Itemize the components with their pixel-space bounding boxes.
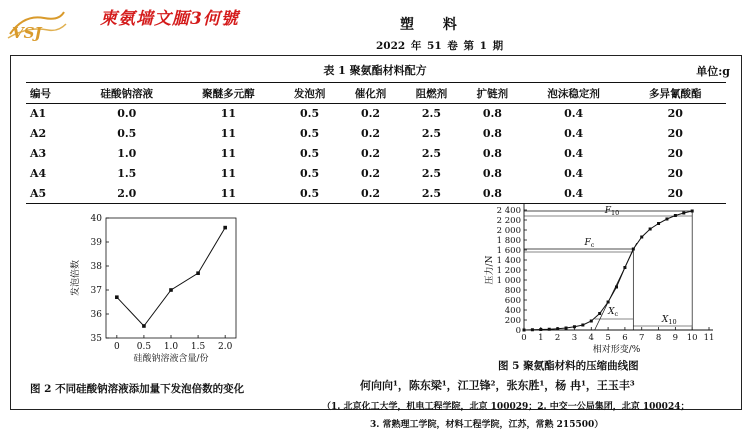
table-cell: 2.5 xyxy=(421,147,442,160)
journal-logo xyxy=(4,4,68,44)
x-tick-label: 6 xyxy=(622,333,628,343)
data-point xyxy=(142,324,146,328)
y-tick-label: 39 xyxy=(90,238,102,248)
table-cell: 0.5 xyxy=(300,127,320,140)
table-cell: A5 xyxy=(26,184,76,204)
table-cell: 2.0 xyxy=(76,184,178,204)
fig5-caption: 图 5 聚氨酯材料的压缩曲线图 xyxy=(498,360,639,372)
data-point xyxy=(674,214,677,217)
data-point xyxy=(573,325,576,328)
x-tick-label: 2 xyxy=(554,333,561,343)
f10-label-main: F xyxy=(604,206,611,216)
table-body xyxy=(26,104,726,204)
xc-label-main: X xyxy=(608,307,615,317)
f10-label-sub: 10 xyxy=(610,209,620,217)
y-axis-label: 发泡倍数 xyxy=(71,259,81,297)
data-point xyxy=(565,327,568,330)
x10-label-sub: 10 xyxy=(668,318,677,326)
plot-frame xyxy=(106,218,236,338)
table-unit: 单位:g xyxy=(696,65,730,78)
table-cell: 0.4 xyxy=(564,147,584,160)
svg-text:VSJ: VSJ xyxy=(12,24,42,42)
table-cell: 0.2 xyxy=(360,147,381,160)
table-row xyxy=(26,124,726,144)
series-line xyxy=(117,228,225,326)
table-cell: 0.4 xyxy=(564,167,584,180)
data-point xyxy=(531,328,534,331)
issue-line: 2022 年 51 卷 第 1 期 xyxy=(376,40,504,52)
y-tick-label: 200 xyxy=(504,316,521,326)
x-tick-label: 3 xyxy=(571,333,578,343)
data-point xyxy=(682,212,685,215)
affiliation-line-2: 3. 常熟理工学院，材料工程学院，江苏，常熟 215500） xyxy=(370,420,604,430)
table-header-cell: 催化剂 xyxy=(340,83,401,104)
data-point xyxy=(691,210,694,213)
table-header-cell: 泡沫稳定剂 xyxy=(523,83,625,104)
x-tick-label: 4 xyxy=(588,333,594,343)
y-tick-label: 1 800 xyxy=(496,236,521,246)
data-point xyxy=(632,248,635,251)
x-tick-label: 5 xyxy=(605,333,611,343)
data-point xyxy=(548,328,551,331)
table-cell: 2.5 xyxy=(421,167,442,180)
table-cell: 20 xyxy=(624,184,726,204)
data-point xyxy=(115,295,119,299)
table-cell: 0.4 xyxy=(564,127,584,140)
data-point xyxy=(523,329,526,332)
x-tick-label: 11 xyxy=(703,333,715,343)
y-tick-label: 600 xyxy=(504,296,521,306)
data-point xyxy=(649,228,652,231)
data-point xyxy=(615,286,618,289)
x-axis-label: 相对形变/% xyxy=(592,345,641,355)
data-point xyxy=(665,218,668,221)
table-header-cell: 聚醚多元醇 xyxy=(178,83,280,104)
table-row xyxy=(26,144,726,164)
y-tick-label: 0 xyxy=(515,326,521,336)
x-tick-label: 9 xyxy=(672,333,679,343)
table-cell: A1 xyxy=(30,107,47,121)
formula-table xyxy=(26,82,726,204)
x-tick-label: 0 xyxy=(521,333,527,343)
table-title: 表 1 聚氨酯材料配方 xyxy=(323,64,427,77)
table-cell: 0.8 xyxy=(482,167,502,180)
data-point xyxy=(169,288,173,292)
x-tick-label: 2.0 xyxy=(218,342,233,352)
table-cell: A4 xyxy=(30,167,47,180)
x-tick-label: 10 xyxy=(686,333,698,343)
y-tick-label: 2 000 xyxy=(496,226,521,236)
table-cell: 2.5 xyxy=(421,127,442,140)
y-tick-label: 40 xyxy=(90,214,102,224)
table-cell: 20 xyxy=(667,167,683,180)
x-tick-label: 1.0 xyxy=(163,342,179,352)
table-cell: 0.5 xyxy=(117,127,137,140)
y-tick-label: 36 xyxy=(90,310,102,320)
table-cell: 11 xyxy=(178,184,280,204)
x-tick-label: 1.5 xyxy=(190,342,206,352)
table-header-cell: 扩链剂 xyxy=(462,83,523,104)
y-tick-label: 1 200 xyxy=(496,266,521,276)
author-line: 何向向¹，陈东梁¹，江卫锋²，张东胜¹，杨 冉¹，王玉丰³ xyxy=(360,379,635,392)
table-header-row xyxy=(26,83,726,104)
table-cell: 0.2 xyxy=(340,184,401,204)
table-cell: 2.5 xyxy=(421,107,442,121)
table-header-cell: 多异氰酸酯 xyxy=(624,83,726,104)
y-tick-label: 800 xyxy=(504,286,521,296)
y-tick-label: 38 xyxy=(90,262,102,272)
x-tick-label: 7 xyxy=(639,333,645,343)
y-tick-label: 1 400 xyxy=(496,256,521,266)
fc-label xyxy=(584,238,595,249)
x-tick-label: 0.5 xyxy=(136,342,152,352)
data-point xyxy=(623,266,626,269)
y-tick-label: 1 000 xyxy=(496,276,521,286)
y-tick-label: 400 xyxy=(504,306,521,316)
table-header-cell: 发泡剂 xyxy=(279,83,340,104)
table-row xyxy=(26,164,726,184)
table-cell: 0.8 xyxy=(482,127,502,140)
x-tick-label: 0 xyxy=(113,342,120,352)
affiliation-line-1: （1. 北京化工大学，机电工程学院，北京 100029；2. 中交一公局集团，北京 100024； xyxy=(322,402,690,412)
data-point xyxy=(223,226,227,230)
table-cell: 20 xyxy=(667,107,683,121)
x10-label-main: X xyxy=(661,315,669,325)
table-cell: 0.0 xyxy=(117,107,137,121)
table-header-cell: 阻燃剂 xyxy=(401,83,462,104)
table-cell: 0.4 xyxy=(523,184,625,204)
data-point xyxy=(196,271,200,275)
x10-label xyxy=(661,315,677,326)
table-cell: 11 xyxy=(220,147,236,160)
xc-label-sub: c xyxy=(614,310,619,318)
fc-label-main: F xyxy=(584,238,591,248)
table-cell: 0.8 xyxy=(482,107,502,121)
table-cell: 0.5 xyxy=(300,107,320,121)
fig2-caption: 图 2 不同硅酸钠溶液添加量下发泡倍数的变化 xyxy=(30,383,245,395)
y-tick-label: 37 xyxy=(90,286,102,296)
table-cell: 11 xyxy=(220,167,236,180)
table-header-cell: 编号 xyxy=(26,83,76,104)
data-point xyxy=(556,327,559,330)
table-cell: 11 xyxy=(220,127,236,140)
f10-label xyxy=(604,206,620,217)
x-axis-label: 硅酸钠溶液含量/份 xyxy=(133,354,209,364)
data-point xyxy=(539,328,542,331)
table-cell: 11 xyxy=(220,107,236,121)
data-point xyxy=(607,301,610,304)
data-point xyxy=(590,320,593,323)
table-cell: 1.0 xyxy=(117,147,137,160)
x-tick-label: 1 xyxy=(538,333,544,343)
xc-label xyxy=(607,307,618,318)
y-tick-label: 2 400 xyxy=(496,206,521,216)
fc-label-sub: c xyxy=(590,241,595,249)
x-tick-label: 8 xyxy=(655,333,662,343)
y-axis-label: 压力/N xyxy=(485,255,495,285)
table-cell: 2.5 xyxy=(401,184,462,204)
table-cell: 0.5 xyxy=(279,184,340,204)
data-point xyxy=(640,236,643,239)
table-cell: 20 xyxy=(667,127,683,140)
table-cell: 0.2 xyxy=(360,127,381,140)
table-header-cell: 硅酸钠溶液 xyxy=(76,83,178,104)
table-cell: A3 xyxy=(30,147,47,160)
table-cell: 20 xyxy=(667,147,683,160)
table-cell: 0.8 xyxy=(462,184,523,204)
data-point xyxy=(657,222,660,225)
fig2-chart xyxy=(66,210,236,364)
table-cell: 0.2 xyxy=(360,167,381,180)
fig5-chart xyxy=(480,198,720,358)
table-cell: 0.5 xyxy=(300,167,320,180)
data-point xyxy=(598,312,601,315)
journal-name: 塑 料 xyxy=(400,17,469,33)
brand-text: 柬氨墙文腼3何號 xyxy=(100,9,239,29)
table-cell: 0.4 xyxy=(564,107,584,121)
y-tick-label: 35 xyxy=(90,334,102,344)
table-cell: 1.5 xyxy=(117,167,137,180)
table-cell: 0.2 xyxy=(360,107,381,121)
y-tick-label: 1 600 xyxy=(496,246,521,256)
y-tick-label: 2 200 xyxy=(496,216,521,226)
data-point xyxy=(581,324,584,327)
table-cell: A2 xyxy=(30,127,47,140)
table-cell: 0.8 xyxy=(482,147,502,160)
table-row xyxy=(26,104,726,124)
table-cell: 0.5 xyxy=(300,147,320,160)
